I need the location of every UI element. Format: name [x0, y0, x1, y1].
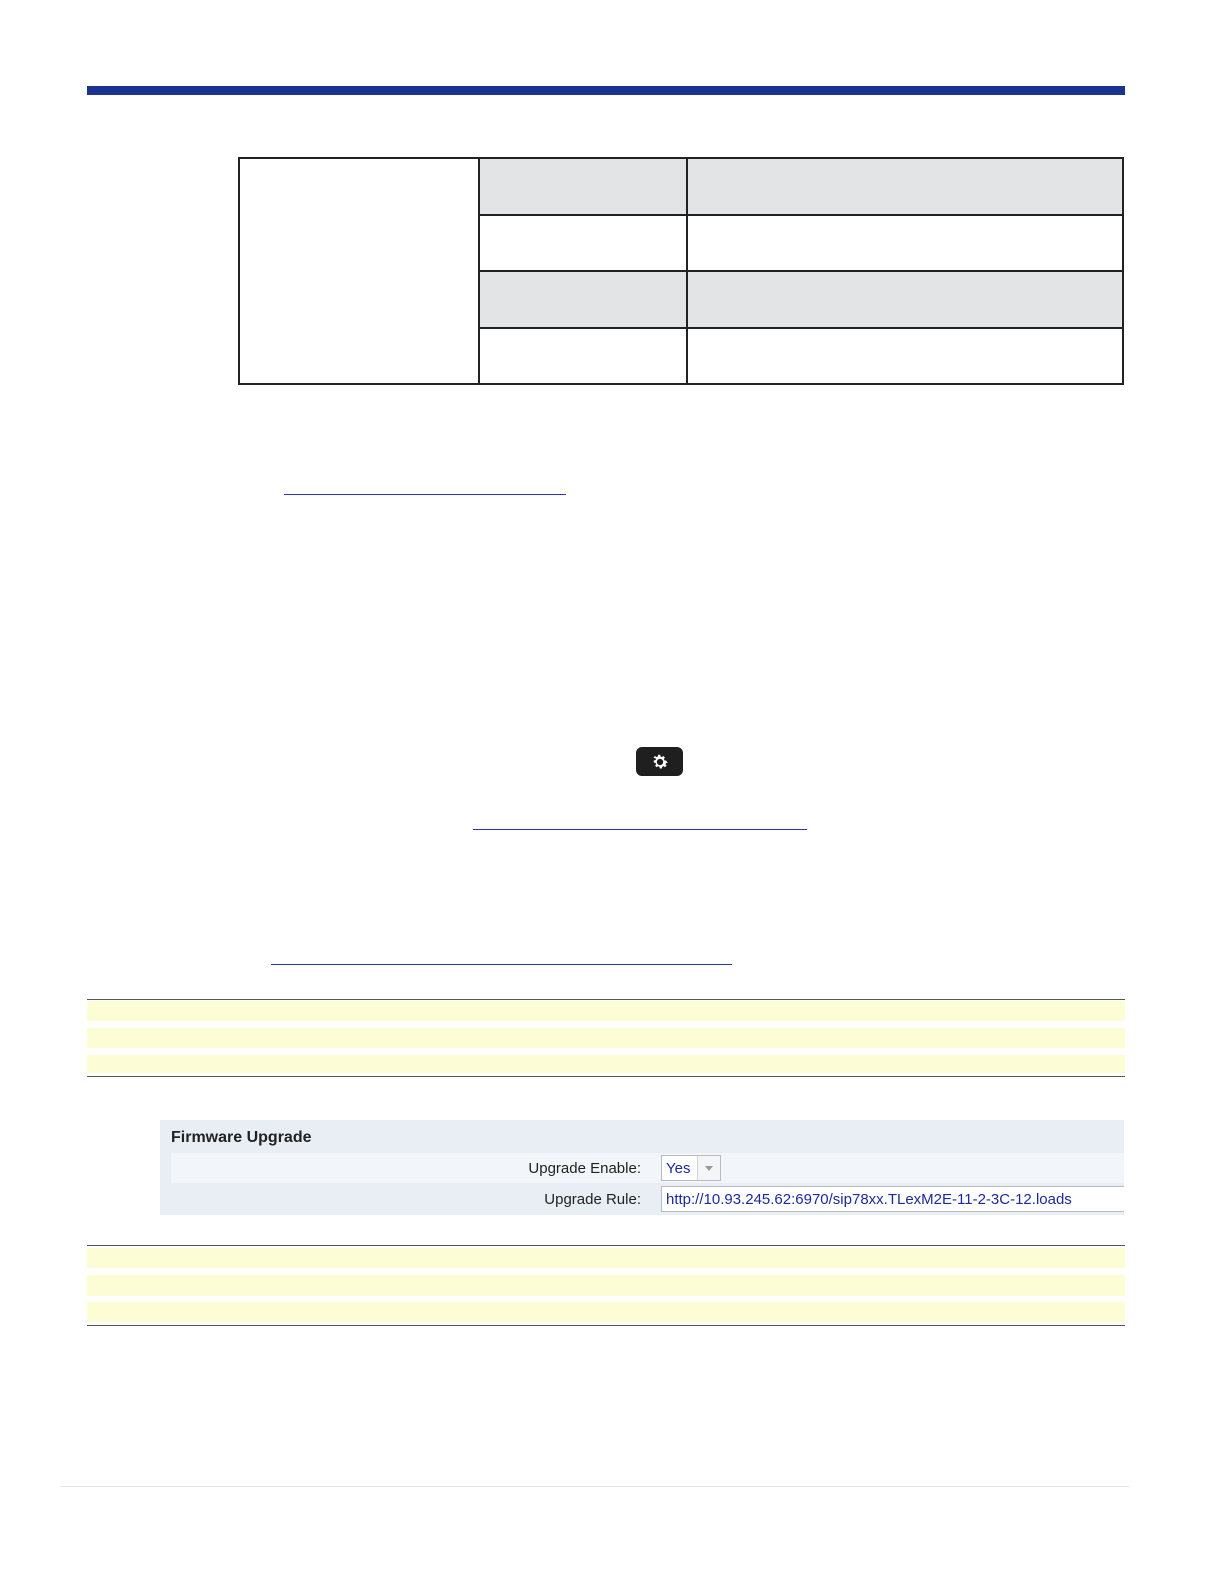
table-cell: [479, 328, 687, 385]
firmware-upgrade-panel: [160, 1120, 1124, 1215]
spec-table: [238, 157, 1124, 385]
hyperlink-underline[interactable]: [271, 964, 732, 965]
upgrade-enable-label: Upgrade Enable:: [528, 1160, 641, 1177]
table-cell: [479, 271, 687, 328]
upgrade-enable-select[interactable]: [661, 1155, 721, 1181]
note-box: [87, 999, 1125, 1077]
table-cell: [687, 328, 1123, 385]
upgrade-enable-row: [171, 1153, 1124, 1183]
note-line: [87, 1055, 1125, 1073]
upgrade-rule-label: Upgrade Rule:: [544, 1191, 641, 1208]
table-cell: [479, 158, 687, 215]
hyperlink-underline[interactable]: [284, 494, 566, 495]
page-header-bar: [87, 86, 1125, 95]
table-cell: [687, 215, 1123, 272]
chevron-down-icon[interactable]: [697, 1156, 720, 1180]
table-cell: [687, 271, 1123, 328]
settings-button[interactable]: [636, 747, 683, 776]
upgrade-enable-value: Yes: [666, 1160, 691, 1177]
note-line: [87, 1028, 1125, 1048]
table-row: [239, 158, 1123, 215]
table-cell: [687, 158, 1123, 215]
upgrade-rule-value: http://10.93.245.62:6970/sip78xx.TLexM2E-11-2-3C-12.loads: [666, 1191, 1072, 1208]
hyperlink-underline[interactable]: [473, 829, 807, 830]
note-line: [87, 1001, 1125, 1021]
gear-icon: [650, 752, 670, 772]
note-line: [87, 1275, 1125, 1296]
note-line: [87, 1248, 1125, 1268]
panel-title: Firmware Upgrade: [171, 1129, 312, 1146]
upgrade-rule-input[interactable]: [661, 1186, 1124, 1212]
table-cell: [479, 215, 687, 272]
table-cell-group: [239, 158, 479, 384]
upgrade-rule-row: [171, 1184, 1124, 1214]
note-line: [87, 1302, 1125, 1322]
note-box: [87, 1245, 1125, 1326]
footer-divider: [60, 1486, 1130, 1487]
